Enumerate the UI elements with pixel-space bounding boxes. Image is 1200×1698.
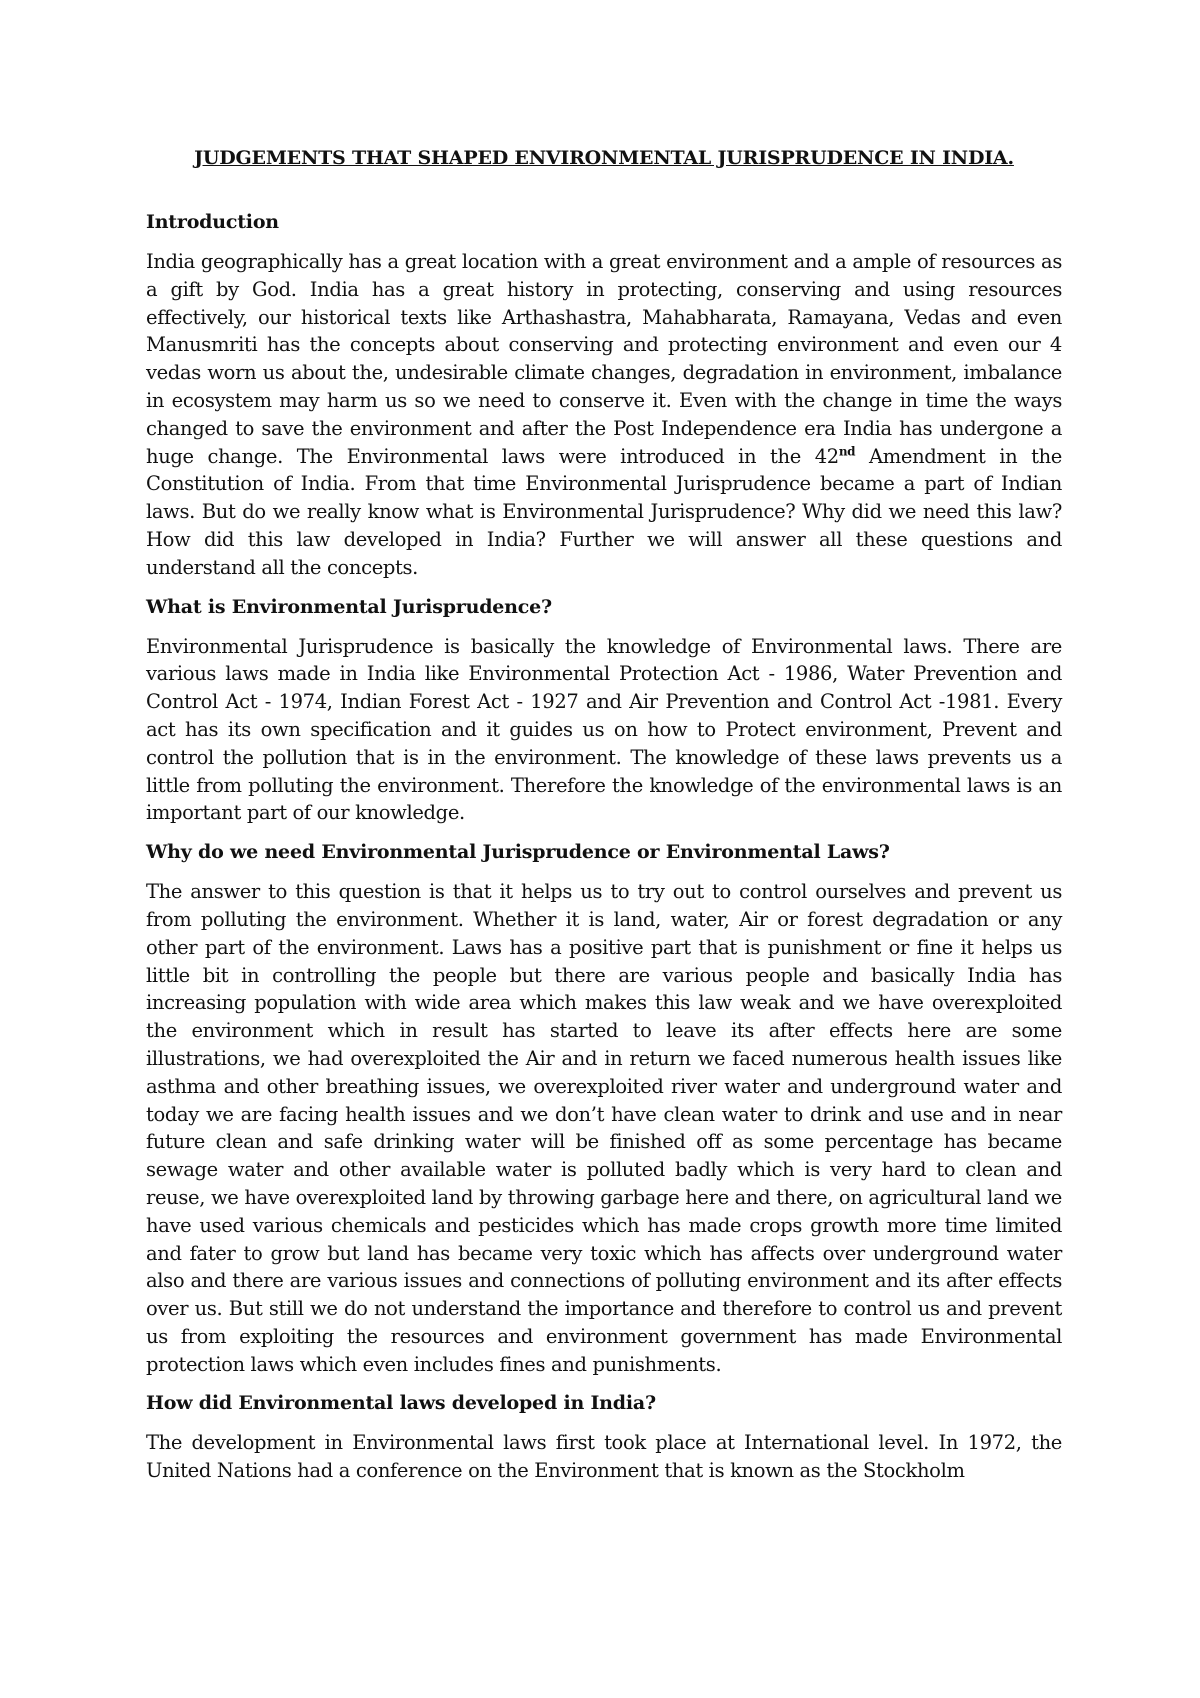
why-need-paragraph: The answer to this question is that it helps us to try out to control ourselves and prevent us from polluting the environment. Whether it is land, water, Air or forest degradation or any other part of the environment. Laws has a positive part that is punishment or fine it helps us little bit in controlling the people but there are various people and basically India has increasing population with wide area which makes this law weak and we have overexploited the environment which in result has started to leave its after effects here are some illustrations, we had overexploited the Air and in return we faced numerous health issues like asthma and other breathing issues, we overexploited river water and underground water and today we are facing health issues and we don’t have clean water to drink and use and in near future clean and safe drinking water will be finished off as some percentage has became sewage water and other available water is polluted badly which is very hard to clean and reuse, we have overexploited land by throwing garbage here and there, on agricultural land we have used various chemicals and pesticides which has made crops growth more time limited and fater to grow but land has became very toxic which has affects over underground water also and there are various issues and connections of polluting environment and its after effects over us. But still we do not understand the importance and therefore to control us and prevent us from exploiting the resources and environment government has made Environmental protection laws which even includes fines and punishments. [146, 880, 1062, 1376]
introduction-heading: Introduction [146, 211, 279, 233]
what-is-paragraph: Environmental Jurisprudence is basically the knowledge of Environmental laws. There are various laws made in India like Environmental Protection Act - 1986, Water Prevention and Control Act - 1974, Indian Forest Act - 1927 and Air Prevention and Control Act -1981. Every act has its own specification and it guides us on how to Protect environment, Prevent and control the pollution that is in the environment. The knowledge of these laws prevents us a little from polluting the environment. Therefore the knowledge of the environmental laws is an important part of our knowledge. [146, 634, 1062, 825]
introduction-text-part-2: Amendment in the Constitution of India. From that time Environmental Jurisprudence became a part of Indian laws. But do we really know what is Environmental Jurisprudence? Why did we need this law? How did this law developed in India? Further we will answer all these questions and understand all the concepts. [146, 444, 1062, 579]
amendment-ordinal-superscript: nd [838, 444, 856, 459]
what-is-heading: What is Environmental Jurisprudence? [146, 595, 552, 618]
how-developed-paragraph: The development in Environmental laws first took place at International level. In 1972, the United Nations had a conference on the Environment that is known as the Stockholm [146, 1431, 1062, 1483]
how-developed-heading: How did Environmental laws developed in India? [146, 1392, 656, 1415]
introduction-text-part-1: India geographically has a great location with a great environment and a ample of resources as a gift by God. India has a great history in protecting, conserving and using resources effectively, our historical texts like Arthashastra, Mahabharata, Ramayana, Vedas and even Manusmriti has the concepts about conserving and protecting environment and even our 4 vedas worn us about the, undesirable climate changes, degradation in environment, imbalance in ecosystem may harm us so we need to conserve it. Even with the change in time the ways changed to save the environment and after the Post Independence era India has undergone a huge change. The Environmental laws were introduced in the 42 [146, 250, 1062, 468]
document-body [146, 146, 1062, 1498]
document-title: JUDGEMENTS THAT SHAPED ENVIRONMENTAL JURISPRUDENCE IN INDIA. [194, 147, 1014, 169]
why-need-heading: Why do we need Environmental Jurisprudence or Environmental Laws? [146, 841, 890, 864]
introduction-paragraph [146, 248, 1062, 582]
